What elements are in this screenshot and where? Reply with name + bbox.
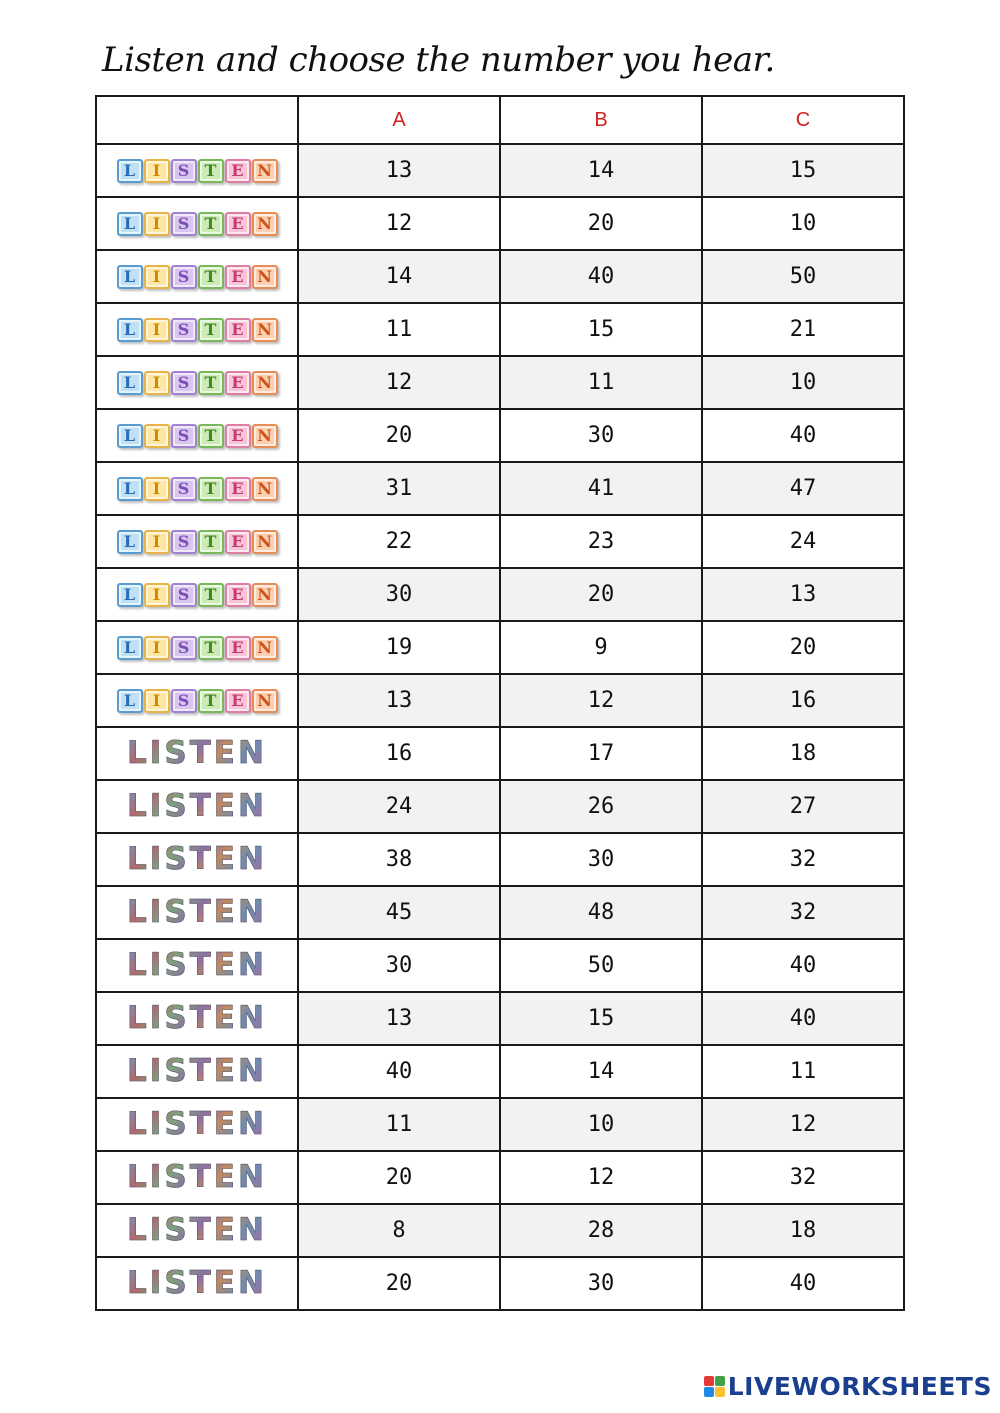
- liveworksheets-icon: [704, 1376, 725, 1397]
- listen-block-letter: E: [225, 477, 251, 501]
- listen-block-letter: I: [144, 530, 170, 554]
- header-empty-cell: [96, 96, 298, 144]
- option-b-cell[interactable]: 15: [500, 992, 702, 1045]
- header-row: [96, 96, 904, 144]
- listen-button[interactable]: LISTEN: [127, 735, 267, 771]
- listen-cell: [96, 780, 298, 833]
- listen-block-letter: I: [144, 636, 170, 660]
- liveworksheets-wordmark: LIVEWORKSHEETS: [727, 1372, 992, 1401]
- listen-block-letter: N: [252, 318, 278, 342]
- option-b-cell[interactable]: 9: [500, 621, 702, 674]
- option-c-cell[interactable]: 16: [702, 674, 904, 727]
- option-c-cell[interactable]: 15: [702, 144, 904, 197]
- header-option-a: A: [298, 96, 500, 144]
- listen-block-letter: S: [171, 636, 197, 660]
- option-c-cell[interactable]: 10: [702, 356, 904, 409]
- listen-cell: [96, 568, 298, 621]
- listen-block-letter: N: [252, 636, 278, 660]
- listen-block-letter: I: [144, 583, 170, 607]
- listen-button[interactable]: LISTEN: [127, 1265, 267, 1301]
- question-row: [96, 356, 904, 409]
- question-row: [96, 727, 904, 780]
- option-b-cell[interactable]: 40: [500, 250, 702, 303]
- listen-block-letter: L: [117, 371, 143, 395]
- option-a-cell[interactable]: 11: [298, 1098, 500, 1151]
- option-c-cell[interactable]: 18: [702, 727, 904, 780]
- listen-button[interactable]: LISTEN: [127, 1159, 267, 1195]
- listen-button[interactable]: LISTEN: [127, 1000, 267, 1036]
- listen-block-letter: T: [198, 424, 224, 448]
- option-c-cell[interactable]: 47: [702, 462, 904, 515]
- listen-block-letter: N: [252, 583, 278, 607]
- question-row: [96, 1151, 904, 1204]
- option-b-cell[interactable]: 20: [500, 197, 702, 250]
- listen-block-letter: E: [225, 689, 251, 713]
- listen-button[interactable]: [117, 318, 278, 342]
- listen-block-letter: N: [252, 212, 278, 236]
- listen-block-letter: N: [252, 265, 278, 289]
- listen-block-letter: L: [117, 530, 143, 554]
- listen-block-letter: T: [198, 583, 224, 607]
- option-a-cell[interactable]: 38: [298, 833, 500, 886]
- listen-block-letter: T: [198, 318, 224, 342]
- option-c-cell[interactable]: 32: [702, 833, 904, 886]
- listen-block-letter: S: [171, 583, 197, 607]
- option-c-cell[interactable]: 27: [702, 780, 904, 833]
- question-row: [96, 144, 904, 197]
- option-a-cell[interactable]: 12: [298, 356, 500, 409]
- question-row: [96, 674, 904, 727]
- option-c-cell[interactable]: 18: [702, 1204, 904, 1257]
- listen-button[interactable]: [117, 530, 278, 554]
- question-row: [96, 515, 904, 568]
- listen-button[interactable]: [117, 689, 278, 713]
- worksheet-title: Listen and choose the number you hear.: [102, 40, 775, 80]
- listen-cell: [96, 1098, 298, 1151]
- option-c-cell[interactable]: 32: [702, 886, 904, 939]
- listen-cell: [96, 250, 298, 303]
- option-c-cell[interactable]: 21: [702, 303, 904, 356]
- listen-cell: [96, 886, 298, 939]
- listen-cell: [96, 144, 298, 197]
- listen-block-letter: L: [117, 689, 143, 713]
- listen-block-letter: T: [198, 477, 224, 501]
- listen-cell: [96, 1204, 298, 1257]
- listen-cell: [96, 939, 298, 992]
- header-option-c: C: [702, 96, 904, 144]
- listen-block-letter: T: [198, 636, 224, 660]
- listen-block-letter: S: [171, 212, 197, 236]
- listen-button[interactable]: LISTEN: [127, 841, 267, 877]
- question-row: [96, 621, 904, 674]
- listen-cell: [96, 1151, 298, 1204]
- question-row: [96, 1257, 904, 1310]
- question-row: [96, 992, 904, 1045]
- listen-block-letter: T: [198, 265, 224, 289]
- listen-block-letter: I: [144, 212, 170, 236]
- listen-button[interactable]: [117, 583, 278, 607]
- listen-block-letter: E: [225, 583, 251, 607]
- listen-cell: [96, 462, 298, 515]
- listen-block-letter: S: [171, 318, 197, 342]
- listen-cell: [96, 621, 298, 674]
- option-b-cell[interactable]: 28: [500, 1204, 702, 1257]
- listen-block-letter: L: [117, 265, 143, 289]
- question-row: [96, 1098, 904, 1151]
- listen-block-letter: S: [171, 371, 197, 395]
- listen-block-letter: S: [171, 424, 197, 448]
- listen-block-letter: L: [117, 477, 143, 501]
- question-row: [96, 250, 904, 303]
- listen-cell: [96, 515, 298, 568]
- option-a-cell[interactable]: 31: [298, 462, 500, 515]
- logo-square: [704, 1387, 714, 1397]
- listen-block-letter: T: [198, 212, 224, 236]
- listen-button[interactable]: LISTEN: [127, 894, 267, 930]
- question-row: [96, 1045, 904, 1098]
- question-row: [96, 886, 904, 939]
- option-a-cell[interactable]: 13: [298, 674, 500, 727]
- option-b-cell[interactable]: 14: [500, 144, 702, 197]
- option-b-cell[interactable]: 11: [500, 356, 702, 409]
- listen-button[interactable]: LISTEN: [127, 1106, 267, 1142]
- question-row: [96, 780, 904, 833]
- option-a-cell[interactable]: 19: [298, 621, 500, 674]
- question-row: [96, 939, 904, 992]
- option-c-cell[interactable]: 32: [702, 1151, 904, 1204]
- listen-button[interactable]: LISTEN: [127, 1053, 267, 1089]
- listen-block-letter: L: [117, 424, 143, 448]
- option-c-cell[interactable]: 10: [702, 197, 904, 250]
- option-b-cell[interactable]: 14: [500, 1045, 702, 1098]
- option-b-cell[interactable]: 23: [500, 515, 702, 568]
- listen-button[interactable]: LISTEN: [127, 1212, 267, 1248]
- logo-square: [715, 1387, 725, 1397]
- listen-block-letter: I: [144, 371, 170, 395]
- option-b-cell[interactable]: 17: [500, 727, 702, 780]
- option-a-cell[interactable]: 45: [298, 886, 500, 939]
- listen-block-letter: N: [252, 477, 278, 501]
- logo-square: [715, 1376, 725, 1386]
- option-c-cell[interactable]: 40: [702, 409, 904, 462]
- option-a-cell[interactable]: 20: [298, 1257, 500, 1310]
- option-c-cell[interactable]: 40: [702, 1257, 904, 1310]
- option-a-cell[interactable]: 16: [298, 727, 500, 780]
- listen-button[interactable]: [117, 477, 278, 501]
- option-c-cell[interactable]: 40: [702, 939, 904, 992]
- listen-block-letter: E: [225, 636, 251, 660]
- listen-block-letter: N: [252, 371, 278, 395]
- listen-cell: [96, 674, 298, 727]
- listen-block-letter: I: [144, 477, 170, 501]
- listen-block-letter: S: [171, 265, 197, 289]
- option-a-cell[interactable]: 13: [298, 144, 500, 197]
- option-a-cell[interactable]: 40: [298, 1045, 500, 1098]
- option-c-cell[interactable]: 13: [702, 568, 904, 621]
- listen-button[interactable]: [117, 265, 278, 289]
- option-c-cell[interactable]: 12: [702, 1098, 904, 1151]
- listen-button[interactable]: [117, 159, 278, 183]
- question-row: [96, 197, 904, 250]
- option-c-cell[interactable]: 11: [702, 1045, 904, 1098]
- option-b-cell[interactable]: 30: [500, 409, 702, 462]
- option-b-cell[interactable]: 20: [500, 568, 702, 621]
- option-b-cell[interactable]: 30: [500, 833, 702, 886]
- question-row: [96, 462, 904, 515]
- listen-block-letter: E: [225, 265, 251, 289]
- option-a-cell[interactable]: 22: [298, 515, 500, 568]
- listen-block-letter: T: [198, 159, 224, 183]
- listen-button[interactable]: [117, 636, 278, 660]
- listen-block-letter: I: [144, 689, 170, 713]
- question-row: [96, 303, 904, 356]
- option-b-cell[interactable]: 48: [500, 886, 702, 939]
- listen-button[interactable]: [117, 212, 278, 236]
- logo-square: [704, 1376, 714, 1386]
- listen-block-letter: E: [225, 212, 251, 236]
- option-a-cell[interactable]: 12: [298, 197, 500, 250]
- listen-block-letter: T: [198, 689, 224, 713]
- listen-cell: [96, 356, 298, 409]
- listen-cell: [96, 727, 298, 780]
- listen-cell: [96, 1045, 298, 1098]
- listen-block-letter: I: [144, 424, 170, 448]
- option-a-cell[interactable]: 14: [298, 250, 500, 303]
- listen-block-letter: E: [225, 318, 251, 342]
- option-b-cell[interactable]: 30: [500, 1257, 702, 1310]
- listen-button[interactable]: [117, 424, 278, 448]
- listen-block-letter: I: [144, 159, 170, 183]
- listen-block-letter: E: [225, 159, 251, 183]
- listen-block-letter: T: [198, 371, 224, 395]
- listen-block-letter: L: [117, 212, 143, 236]
- listen-block-letter: E: [225, 371, 251, 395]
- listen-block-letter: N: [252, 530, 278, 554]
- question-row: [96, 1204, 904, 1257]
- listen-block-letter: S: [171, 477, 197, 501]
- listen-block-letter: N: [252, 159, 278, 183]
- listen-block-letter: L: [117, 636, 143, 660]
- listen-block-letter: L: [117, 583, 143, 607]
- listen-block-letter: T: [198, 530, 224, 554]
- option-a-cell[interactable]: 11: [298, 303, 500, 356]
- question-row: [96, 568, 904, 621]
- question-rows: [96, 144, 904, 1310]
- option-a-cell[interactable]: 8: [298, 1204, 500, 1257]
- listen-button[interactable]: [117, 371, 278, 395]
- listen-block-letter: N: [252, 424, 278, 448]
- listen-block-letter: S: [171, 689, 197, 713]
- option-b-cell[interactable]: 10: [500, 1098, 702, 1151]
- listen-cell: [96, 833, 298, 886]
- option-b-cell[interactable]: 12: [500, 1151, 702, 1204]
- option-a-cell[interactable]: 30: [298, 568, 500, 621]
- option-c-cell[interactable]: 24: [702, 515, 904, 568]
- option-b-cell[interactable]: 15: [500, 303, 702, 356]
- listen-button[interactable]: LISTEN: [127, 947, 267, 983]
- option-a-cell[interactable]: 13: [298, 992, 500, 1045]
- listen-block-letter: E: [225, 530, 251, 554]
- listen-cell: [96, 303, 298, 356]
- option-b-cell[interactable]: 26: [500, 780, 702, 833]
- listen-block-letter: N: [252, 689, 278, 713]
- option-a-cell[interactable]: 24: [298, 780, 500, 833]
- listen-block-letter: I: [144, 265, 170, 289]
- listen-block-letter: S: [171, 159, 197, 183]
- listen-button[interactable]: LISTEN: [127, 788, 267, 824]
- listen-block-letter: L: [117, 159, 143, 183]
- option-b-cell[interactable]: 12: [500, 674, 702, 727]
- header-option-b: B: [500, 96, 702, 144]
- question-row: [96, 833, 904, 886]
- question-row: [96, 409, 904, 462]
- listen-cell: [96, 992, 298, 1045]
- listen-block-letter: S: [171, 530, 197, 554]
- listen-block-letter: L: [117, 318, 143, 342]
- option-a-cell[interactable]: 20: [298, 409, 500, 462]
- option-c-cell[interactable]: 20: [702, 621, 904, 674]
- option-a-cell[interactable]: 20: [298, 1151, 500, 1204]
- listen-cell: [96, 1257, 298, 1310]
- listen-cell: [96, 409, 298, 462]
- answer-table: [95, 95, 905, 1311]
- option-b-cell[interactable]: 41: [500, 462, 702, 515]
- listen-block-letter: I: [144, 318, 170, 342]
- option-a-cell[interactable]: 30: [298, 939, 500, 992]
- listen-block-letter: E: [225, 424, 251, 448]
- option-c-cell[interactable]: 40: [702, 992, 904, 1045]
- option-c-cell[interactable]: 50: [702, 250, 904, 303]
- option-b-cell[interactable]: 50: [500, 939, 702, 992]
- liveworksheets-logo: [704, 1372, 992, 1401]
- listen-cell: [96, 197, 298, 250]
